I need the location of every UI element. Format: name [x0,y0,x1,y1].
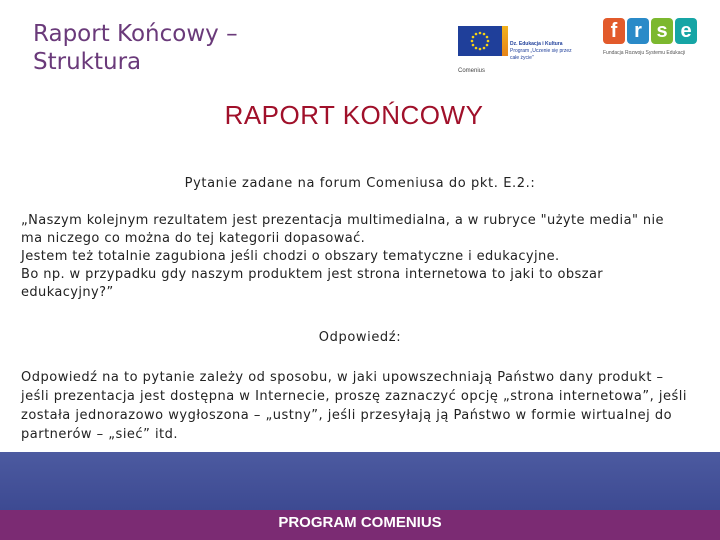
frse-letter-s: s [651,18,673,44]
forum-quote [21,212,681,302]
question-intro: Pytanie zadane na forum Comeniusa do pkt. E.2.: [184,176,536,191]
eu-program-line2: Program „Uczenie się przez całe życie" [510,48,572,61]
frse-caption: Fundacja Rozwoju Systemu Edukacji [603,50,686,56]
frse-letter-e: e [675,18,697,44]
eu-program-line1: Dz. Edukacja i Kultura [510,41,563,47]
frse-letter-f: f [603,18,625,44]
main-heading: RAPORT KOŃCOWY [224,100,484,130]
quote-line: Bo np. w przypadku gdy naszym produktem jest strona internetowa to jaki to obszar edukacyjny?” [21,267,604,300]
quote-line: Jestem też totalnie zagubiona jeśli chodzi o obszary tematyczne i edukacyjne. [21,249,560,264]
frse-logo [603,18,703,64]
eu-flag-icon [458,26,502,56]
footer-program-label: PROGRAM COMENIUS [278,514,442,531]
slide-title-line1: Raport Końcowy – [33,21,238,47]
frse-letters [603,18,703,44]
quote-line: „Naszym kolejnym rezultatem jest prezentacja multimedialna, a w rubryce "użyte media" nie ma niczego co można do tej kategorii dopasować. [21,213,664,246]
footer-band [0,452,720,510]
eu-swoosh-icon [502,26,508,56]
eu-lifelong-learning-logo [458,20,578,78]
answer-text: Odpowiedź na to pytanie zależy od sposobu, w jaki upowszechniają Państwo dany produkt – jeśli prezentacja jest dostępna w Internecie, proszę zaznaczyć opcję „strona internetowa”, jeśli została jednorazowo wygłoszona – „ustny”, jeśli przesyłają ją Państwo w formie wirtualnej do partnerów – „sieć” itd. [21,370,687,442]
eu-comenius-label: Comenius [458,68,486,74]
slide-title-line2: Struktura [33,49,142,75]
answer-label: Odpowiedź: [318,330,402,345]
slide-title [33,20,293,76]
eu-program-text [510,41,580,62]
frse-letter-r: r [627,18,649,44]
